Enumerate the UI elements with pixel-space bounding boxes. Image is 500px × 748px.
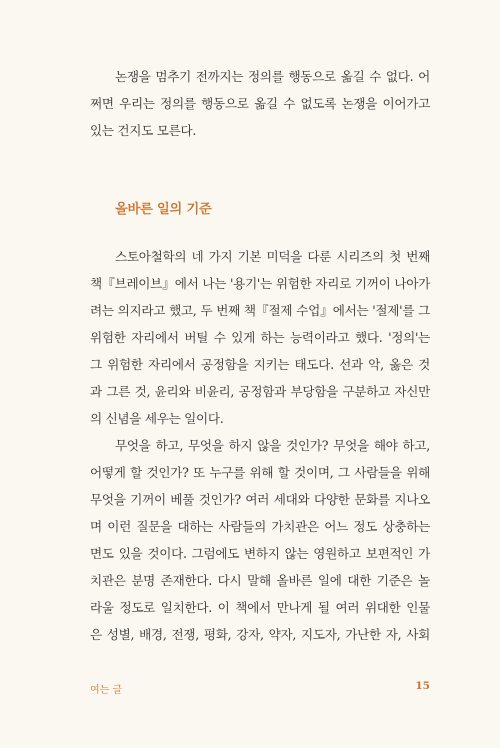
page-number: 15 (415, 680, 430, 692)
text-line: 며 이런 질문을 대하는 사람들의 가치관은 어느 정도 상충하는 (90, 519, 430, 534)
intro-paragraph (90, 63, 430, 144)
body-paragraph-1 (90, 243, 430, 432)
text-line: 책『브레이브』에서 나는 '용기'는 위험한 자리로 기꺼이 나아가 (90, 276, 430, 291)
text-line: 무엇을 기꺼이 베풀 것인가? 여러 세대와 다양한 문화를 지나오 (90, 492, 430, 507)
text-line: 라울 정도로 일치한다. 이 책에서 만나게 될 여러 위대한 인물 (90, 600, 430, 615)
text-line: 위험한 자리에서 버틸 수 있게 하는 능력이라고 했다. '정의'는 (90, 330, 430, 345)
text-line: 논쟁을 멈추기 전까지는 정의를 행동으로 옮길 수 없다. 어 (115, 69, 430, 84)
text-line: 쩌면 우리는 정의를 행동으로 옮길 수 없도록 논쟁을 이어가고 (90, 96, 430, 111)
text-line: 어떻게 할 것인가? 또 누구를 위해 할 것이며, 그 사람들을 위해 (90, 465, 430, 480)
section-heading: 올바른 일의 기준 (115, 202, 212, 217)
text-line: 무엇을 하고, 무엇을 하지 않을 것인가? 무엇을 해야 하고, (115, 438, 430, 453)
text-line: 은 성별, 배경, 전쟁, 평화, 강자, 약자, 지도자, 가난한 자, 사회 (90, 627, 430, 642)
text-line: 과 그른 것, 윤리와 비윤리, 공정함과 부당함을 구분하고 자신만 (90, 384, 430, 399)
running-footer-label: 여는 글 (90, 685, 123, 696)
text-line: 려는 의지라고 했고, 두 번째 책『절제 수업』에서는 '절제'를 그 (90, 303, 430, 318)
text-line: 있는 건지도 모른다. (90, 123, 197, 138)
text-line: 면도 있을 것이다. 그럼에도 변하지 않는 영원하고 보편적인 가 (90, 546, 430, 561)
text-line: 스토아철학의 네 가지 기본 미덕을 다룬 시리즈의 첫 번째 (115, 249, 430, 264)
text-line: 의 신념을 세우는 일이다. (90, 411, 224, 426)
text-line: 치관은 분명 존재한다. 다시 말해 올바른 일에 대한 기준은 놀 (90, 573, 430, 588)
text-line: 그 위험한 자리에서 공정함을 지키는 태도다. 선과 악, 옳은 것 (90, 357, 430, 372)
body-paragraph-2 (90, 432, 430, 648)
